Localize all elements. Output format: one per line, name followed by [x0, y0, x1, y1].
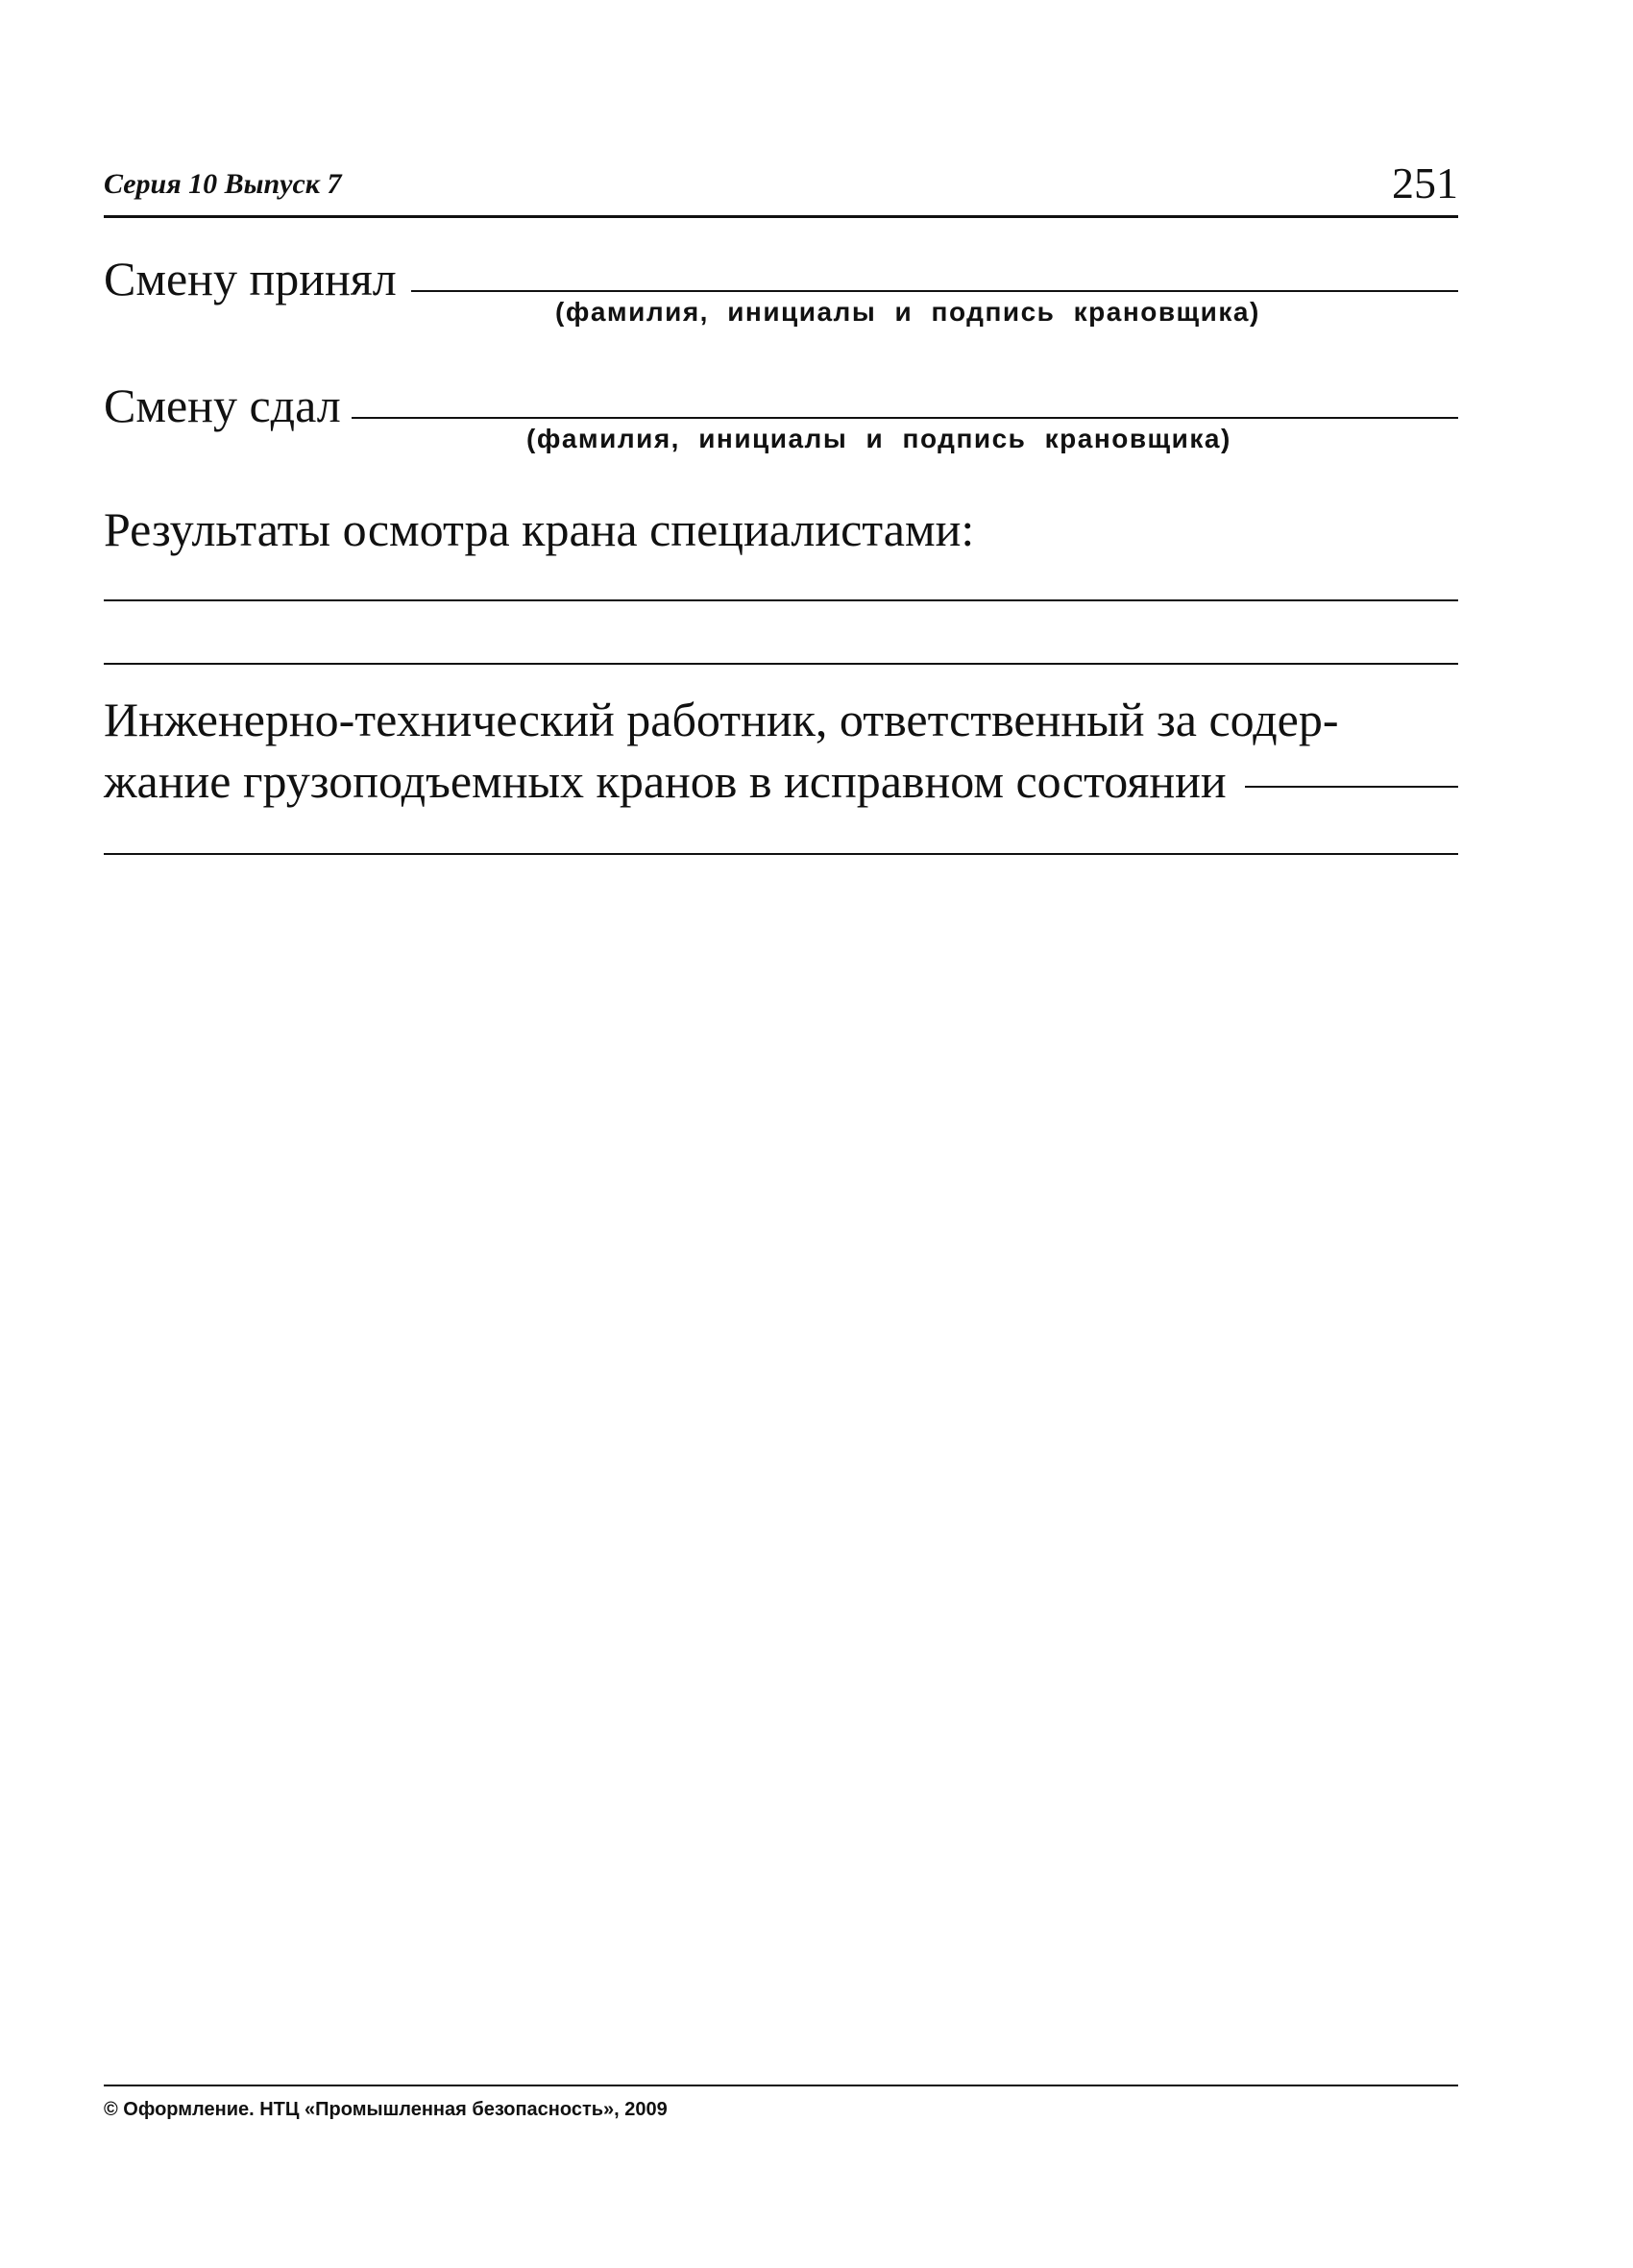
- shift-handed-signature-line[interactable]: [352, 417, 1458, 419]
- shift-accepted-label: Смену принял: [104, 252, 397, 305]
- footer-rule: [104, 2085, 1458, 2086]
- shift-accepted-signature-line[interactable]: [411, 290, 1458, 292]
- copyright-notice: © Оформление. НТЦ «Промышленная безопасность», 2009: [104, 2099, 668, 2120]
- engineer-signature-line[interactable]: [1245, 786, 1458, 788]
- shift-handed-caption: (фамилия, инициалы и подпись крановщика): [526, 424, 1231, 453]
- page-number: 251: [1392, 159, 1458, 207]
- engineer-statement-line-1: Инженерно-технический работник, ответственный за содер-: [104, 693, 1339, 746]
- inspection-result-line-2[interactable]: [104, 663, 1458, 665]
- engineer-name-line[interactable]: [104, 853, 1458, 855]
- inspection-result-line-1[interactable]: [104, 599, 1458, 601]
- inspection-results-label: Результаты осмотра крана специалистами:: [104, 502, 975, 556]
- header-rule: [104, 215, 1458, 218]
- shift-accepted-caption: (фамилия, инициалы и подпись крановщика): [555, 297, 1260, 327]
- series-title: Серия 10 Выпуск 7: [104, 168, 342, 200]
- shift-handed-label: Смену сдал: [104, 378, 341, 432]
- engineer-statement-line-2: жание грузоподъемных кранов в исправном состоянии: [104, 754, 1227, 808]
